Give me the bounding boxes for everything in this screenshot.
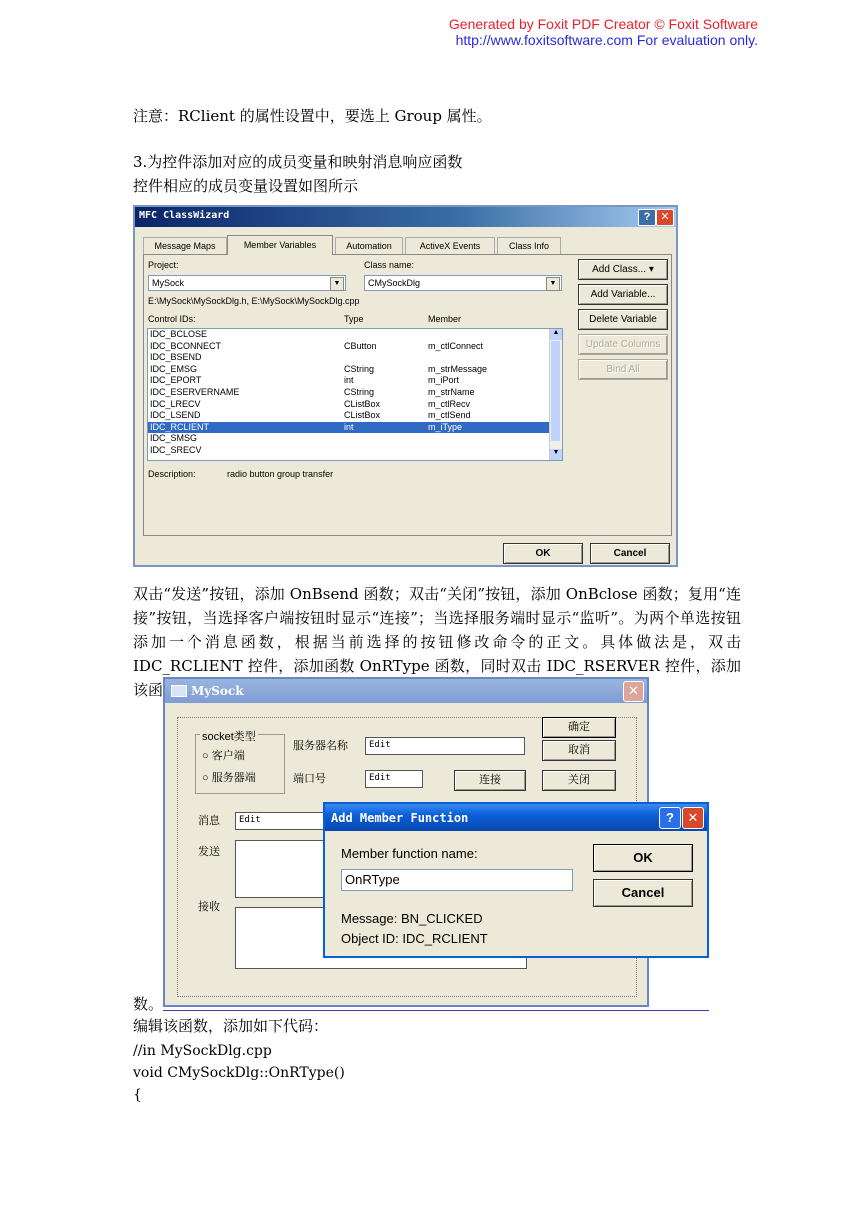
ok-button[interactable]: 确定 bbox=[542, 717, 616, 738]
message-label: 消息 bbox=[198, 815, 220, 827]
list-cell-id: IDC_EPORT bbox=[150, 375, 202, 386]
send-label: 发送 bbox=[198, 846, 220, 858]
list-cell-id: IDC_RCLIENT bbox=[150, 421, 210, 432]
connect-button[interactable]: 连接 bbox=[454, 770, 526, 791]
close-icon[interactable]: ✕ bbox=[682, 807, 704, 829]
list-cell-member: m_iType bbox=[428, 421, 463, 432]
chevron-down-icon[interactable]: ▼ bbox=[546, 277, 560, 291]
code-line-3: { bbox=[133, 1087, 142, 1103]
chevron-down-icon[interactable]: ▼ bbox=[330, 277, 344, 291]
function-name-input[interactable]: OnRType bbox=[341, 869, 573, 891]
port-label: 端口号 bbox=[293, 773, 326, 785]
description-value: radio button group transfer bbox=[227, 469, 334, 479]
classwizard-dialog bbox=[133, 205, 678, 567]
list-cell-id: IDC_BCONNECT bbox=[150, 340, 222, 351]
list-cell-type: int bbox=[344, 375, 354, 386]
list-cell-member: m_strMessage bbox=[428, 363, 488, 374]
list-cell-id: IDC_LRECV bbox=[150, 398, 201, 409]
tab-message-maps[interactable]: Message Maps bbox=[143, 237, 227, 254]
message-field[interactable]: Edit bbox=[235, 812, 335, 830]
classname-select[interactable]: CMySockDlg ▼ bbox=[364, 275, 562, 291]
list-item[interactable] bbox=[148, 410, 562, 422]
scrollbar[interactable] bbox=[549, 329, 562, 460]
list-item[interactable] bbox=[148, 433, 562, 445]
add-variable-button[interactable]: Add Variable... bbox=[578, 284, 668, 305]
list-item[interactable] bbox=[148, 399, 562, 411]
message-info: Message: BN_CLICKED bbox=[341, 911, 483, 926]
classwizard-titlebar bbox=[135, 207, 676, 227]
list-cell-id: IDC_EMSG bbox=[150, 363, 198, 374]
function-name-label: Member function name: bbox=[341, 846, 478, 861]
list-cell-member: m_ctlConnect bbox=[428, 340, 484, 351]
list-cell-id: IDC_BCLOSE bbox=[150, 329, 208, 339]
socket-type-label: socket类型 bbox=[200, 728, 258, 744]
classwizard-title: MFC ClassWizard bbox=[139, 210, 230, 221]
socket-type-group bbox=[195, 731, 285, 794]
close-button[interactable]: 关闭 bbox=[542, 770, 616, 791]
list-item[interactable] bbox=[148, 445, 562, 457]
divider-line bbox=[163, 1010, 709, 1011]
mysock-titlebar bbox=[165, 679, 647, 703]
tab-member-variables[interactable]: Member Variables bbox=[227, 235, 333, 255]
bind-all-button[interactable]: Bind All bbox=[578, 359, 668, 380]
list-item[interactable] bbox=[148, 329, 562, 341]
cancel-button[interactable]: Cancel bbox=[593, 879, 693, 907]
mysock-title: MySock bbox=[191, 684, 244, 698]
note-text: 注意：RClient 的属性设置中，要选上 Group 属性。 bbox=[133, 107, 492, 125]
list-cell-id: IDC_LSEND bbox=[150, 410, 201, 421]
control-list[interactable] bbox=[147, 328, 563, 461]
file-paths: E:\MySock\MySockDlg.h, E:\MySock\MySockDlg.cpp bbox=[148, 296, 360, 306]
help-icon[interactable]: ? bbox=[659, 807, 681, 829]
classname-label: Class name: bbox=[364, 260, 415, 270]
list-cell-id: IDC_SRECV bbox=[150, 444, 202, 455]
server-name-label: 服务器名称 bbox=[293, 740, 348, 752]
edit-instruction: 编辑该函数，添加如下代码： bbox=[133, 1017, 329, 1035]
scroll-down-icon[interactable]: ▼ bbox=[550, 449, 562, 460]
watermark bbox=[449, 16, 758, 48]
cancel-button[interactable]: Cancel bbox=[590, 543, 670, 564]
body-paragraph: 双击“发送”按钮，添加 OnBsend 函数；双击“关闭”按钮，添加 OnBclose 函数；复用“连接”按钮，当选择客户端按钮时显示“连接”；当选择服务端时显示“监听”。为两个单选按钮添加一个消息函数，根据当前选择的按钮修改命令的正文。具体做法是，双击 IDC_RCLIENT 控件，添加函数 OnRType 函数，同时双击 IDC_RSERVER 控件，添加该函 bbox=[133, 585, 741, 699]
port-field[interactable]: Edit bbox=[365, 770, 423, 788]
project-select[interactable]: MySock ▼ bbox=[148, 275, 346, 291]
list-cell-type: CListBox bbox=[344, 410, 381, 421]
list-item[interactable] bbox=[148, 422, 562, 434]
watermark-line2: http://www.foxitsoftware.com For evaluation only. bbox=[455, 32, 758, 48]
list-cell-type: CString bbox=[344, 363, 375, 374]
list-item[interactable] bbox=[148, 352, 562, 364]
list-item[interactable] bbox=[148, 375, 562, 387]
cancel-button[interactable]: 取消 bbox=[542, 740, 616, 761]
tab-activex-events[interactable]: ActiveX Events bbox=[405, 237, 495, 254]
server-name-field[interactable]: Edit bbox=[365, 737, 525, 755]
scroll-up-icon[interactable]: ▲ bbox=[550, 329, 562, 340]
window-icon bbox=[171, 685, 187, 697]
list-item[interactable] bbox=[148, 364, 562, 376]
list-cell-id: IDC_BSEND bbox=[150, 352, 202, 363]
list-cell-id: IDC_SMSG bbox=[150, 433, 198, 444]
project-label: Project: bbox=[148, 260, 179, 270]
add-member-function-dialog bbox=[323, 802, 709, 958]
tab-class-info[interactable]: Class Info bbox=[497, 237, 561, 254]
object-id-info: Object ID: IDC_RCLIENT bbox=[341, 931, 488, 946]
delete-variable-button[interactable]: Delete Variable bbox=[578, 309, 668, 330]
section-subheading: 控件相应的成员变量设置如图所示 bbox=[133, 177, 359, 195]
list-cell-type: int bbox=[344, 421, 354, 432]
control-rows bbox=[148, 329, 562, 457]
code-line-2: void CMySockDlg::OnRType() bbox=[133, 1065, 345, 1081]
list-cell-id: IDC_ESERVERNAME bbox=[150, 386, 240, 397]
list-cell-member: m_strName bbox=[428, 386, 475, 397]
watermark-line1: Generated by Foxit PDF Creator © Foxit Software bbox=[448, 16, 758, 32]
section-heading: 3.为控件添加对应的成员变量和映射消息响应函数 bbox=[133, 153, 463, 171]
column-type: Type bbox=[344, 314, 364, 324]
description-label: Description: bbox=[148, 469, 196, 479]
update-columns-button[interactable]: Update Columns bbox=[578, 334, 668, 355]
add-member-title: Add Member Function bbox=[331, 811, 469, 825]
list-cell-member: m_ctlRecv bbox=[428, 398, 471, 409]
list-cell-type: CListBox bbox=[344, 398, 381, 409]
paragraph-end: 数。 bbox=[133, 995, 164, 1013]
add-class-button[interactable]: Add Class... ▾ bbox=[578, 259, 668, 280]
close-icon[interactable]: ✕ bbox=[623, 681, 644, 702]
code-line-1: //in MySockDlg.cpp bbox=[133, 1043, 272, 1059]
list-cell-member: m_ctlSend bbox=[428, 410, 471, 421]
radio-client[interactable]: ○ 客户端 bbox=[202, 750, 245, 762]
list-cell-member: m_iPort bbox=[428, 375, 460, 386]
ok-button[interactable]: OK bbox=[593, 844, 693, 872]
list-item[interactable] bbox=[148, 387, 562, 399]
radio-server[interactable]: ○ 服务器端 bbox=[202, 772, 256, 784]
column-member: Member bbox=[428, 314, 462, 324]
list-item[interactable] bbox=[148, 341, 562, 353]
add-member-titlebar bbox=[325, 804, 707, 831]
close-icon[interactable]: ✕ bbox=[656, 209, 674, 226]
scroll-thumb[interactable] bbox=[551, 341, 560, 441]
list-cell-type: CButton bbox=[344, 340, 377, 351]
help-icon[interactable]: ? bbox=[638, 209, 656, 226]
tab-automation[interactable]: Automation bbox=[335, 237, 403, 254]
list-cell-type: CString bbox=[344, 386, 375, 397]
recv-label: 接收 bbox=[198, 901, 220, 913]
column-control-ids: Control IDs: bbox=[148, 314, 196, 324]
send-listbox[interactable] bbox=[235, 840, 337, 898]
ok-button[interactable]: OK bbox=[503, 543, 583, 564]
